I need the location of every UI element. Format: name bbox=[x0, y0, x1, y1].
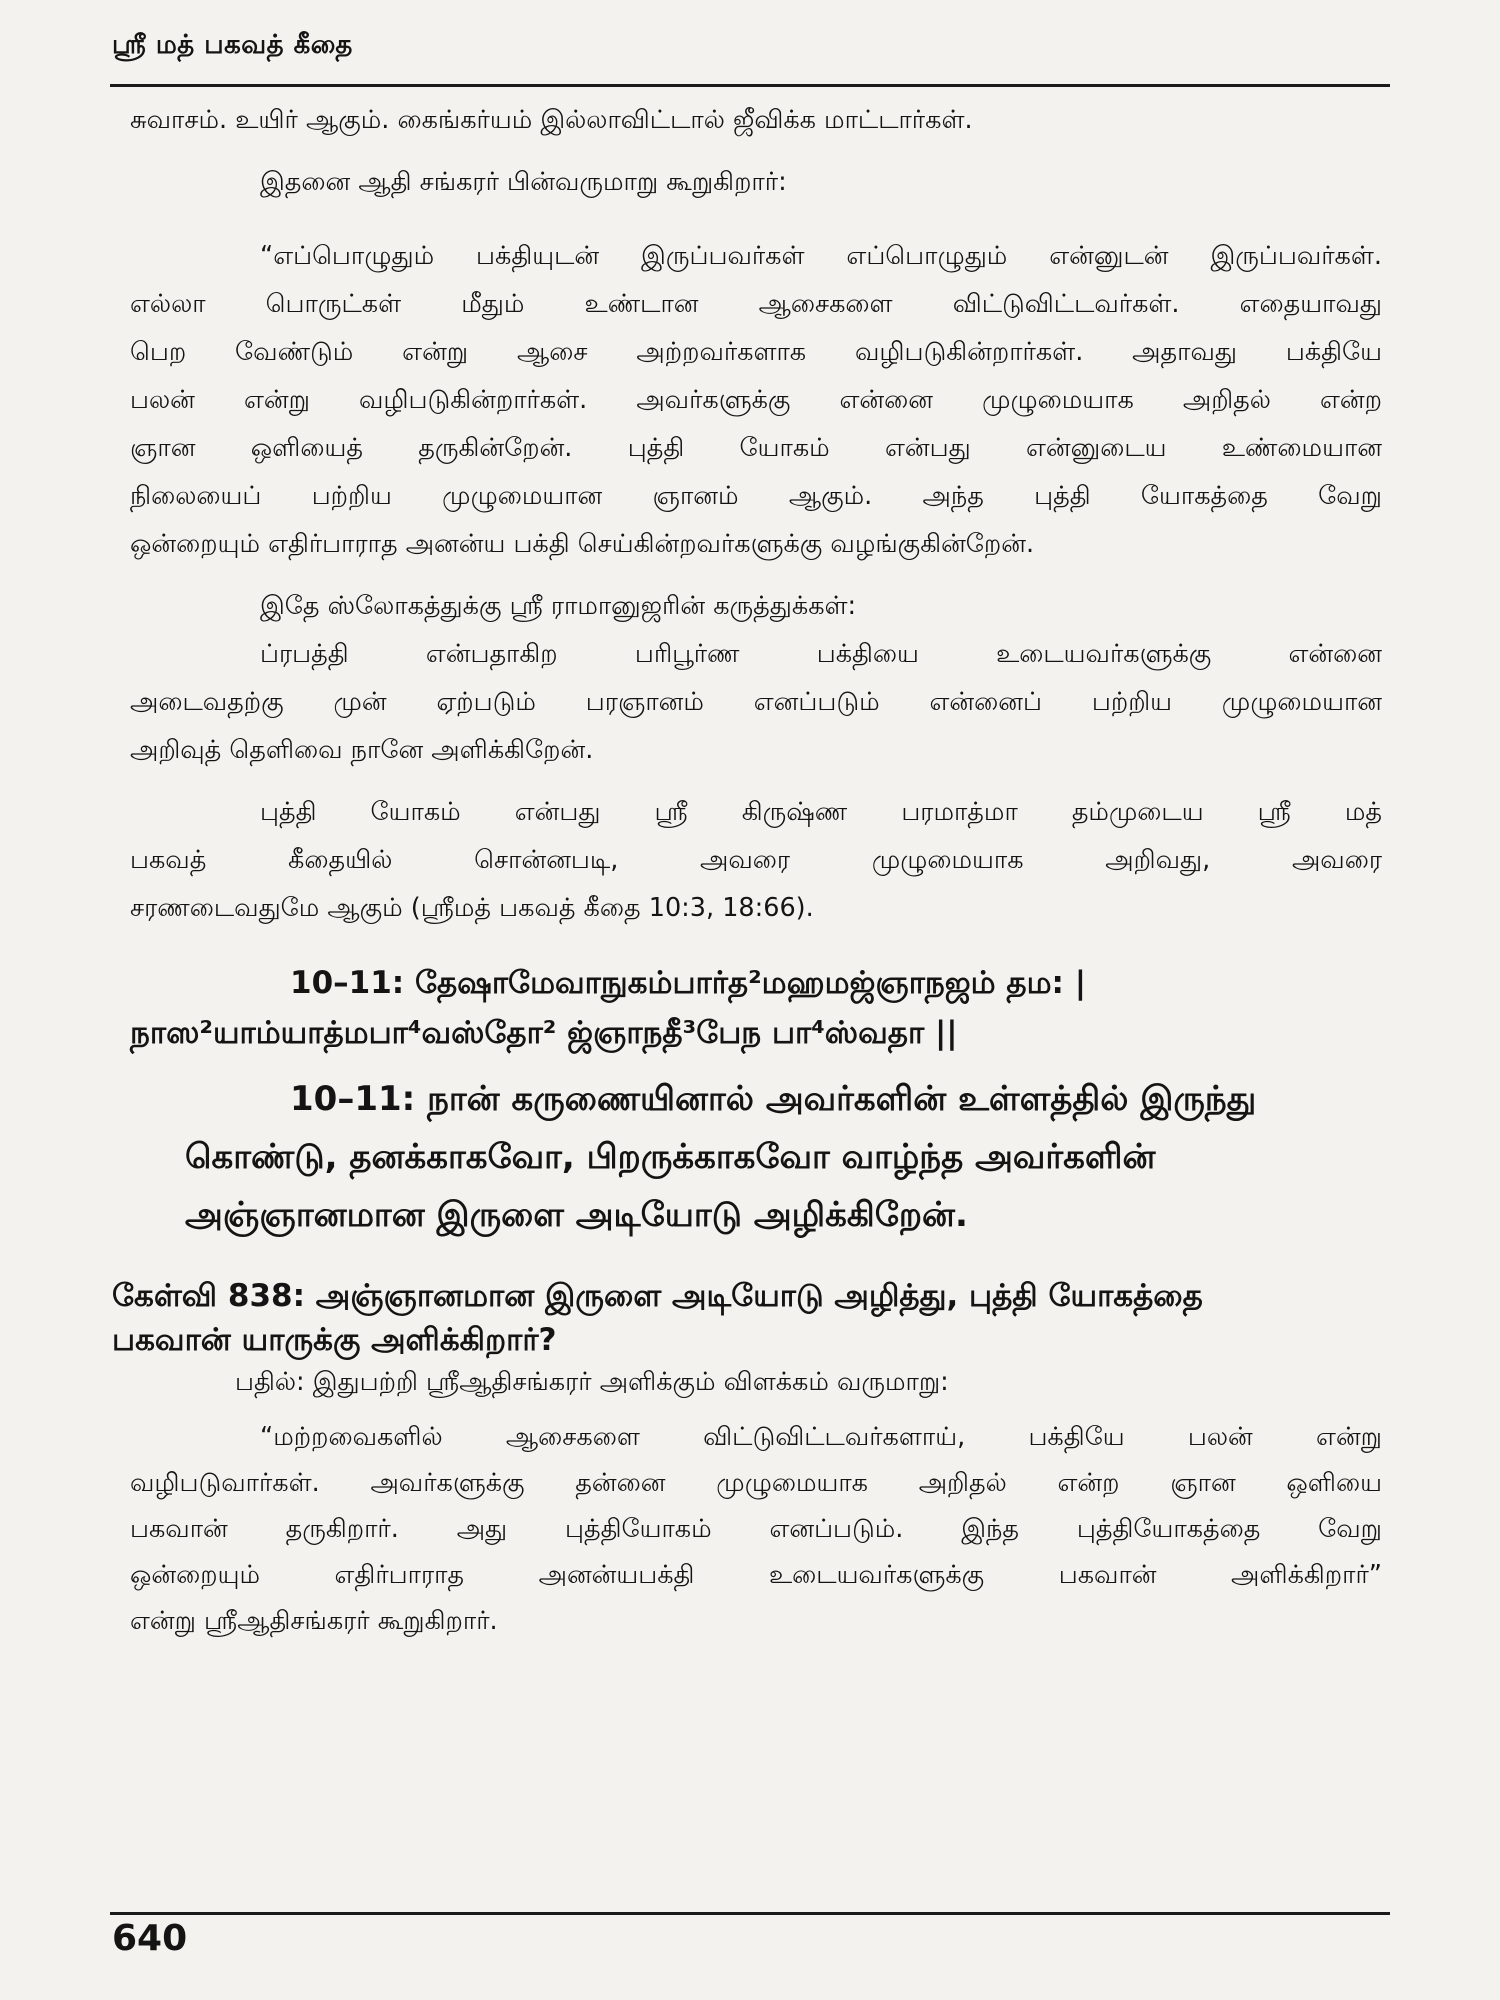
body-line: இதே ஸ்லோகத்துக்கு ஸ்ரீ ராமானுஜரின் கருத்துக்கள்: bbox=[260, 591, 857, 621]
footer-rule bbox=[110, 1912, 1390, 1915]
quote-line: “எப்பொழுதும் பக்தியுடன் இருப்பவர்கள் எப்பொழுதும் என்னுடன் இருப்பவர்கள். bbox=[260, 241, 1382, 271]
sanskrit-verse-line: 10–11: தேஷாமேவாநுகம்பார்த²மஹமஜ்ஞாநஜம் தம: | bbox=[290, 965, 1087, 1001]
body-line: சரணடைவதுமே ஆகும் (ஸ்ரீமத் பகவத் கீதை 10:3, 18:66). bbox=[130, 893, 814, 923]
answer-line: வழிபடுவார்கள். அவர்களுக்கு தன்னை முழுமையாக அறிதல் என்ற ஞான ஒளியை bbox=[130, 1468, 1382, 1498]
verse-translation-line: கொண்டு, தனக்காகவோ, பிறருக்காகவோ வாழ்ந்த அவர்களின் bbox=[185, 1137, 1156, 1177]
answer-line: “மற்றவைகளில் ஆசைகளை விட்டுவிட்டவர்களாய், பக்தியே பலன் என்று bbox=[260, 1422, 1382, 1452]
body-line: பகவத் கீதையில் சொன்னபடி, அவரை முழுமையாக அறிவது, அவரை bbox=[130, 845, 1382, 875]
body-line: அடைவதற்கு முன் ஏற்படும் பரஞானம் எனப்படும் என்னைப் பற்றிய முழுமையான bbox=[130, 687, 1382, 717]
answer-line: பதில்: இதுபற்றி ஸ்ரீஆதிசங்கரர் அளிக்கும் விளக்கம் வருமாறு: bbox=[235, 1367, 949, 1397]
page-number: 640 bbox=[112, 1918, 188, 1959]
quote-line: ஞான ஒளியைத் தருகின்றேன். புத்தி யோகம் என்பது என்னுடைய உண்மையான bbox=[130, 433, 1382, 463]
body-line: புத்தி யோகம் என்பது ஸ்ரீ கிருஷ்ண பரமாத்மா தம்முடைய ஸ்ரீ மத் bbox=[260, 797, 1382, 827]
question-heading: பகவான் யாருக்கு அளிக்கிறார்? bbox=[112, 1322, 557, 1358]
verse-translation-line: 10–11: நான் கருணையினால் அவர்களின் உள்ளத்தில் இருந்து bbox=[290, 1079, 1257, 1119]
running-header-title: ஸ்ரீ மத் பகவத் கீதை bbox=[112, 30, 353, 60]
quote-line: பலன் என்று வழிபடுகின்றார்கள். அவர்களுக்கு என்னை முழுமையாக அறிதல் என்ற bbox=[130, 385, 1382, 415]
quote-line: பெற வேண்டும் என்று ஆசை அற்றவர்களாக வழிபடுகின்றார்கள். அதாவது பக்தியே bbox=[130, 337, 1382, 367]
body-line: சுவாசம். உயிர் ஆகும். கைங்கர்யம் இல்லாவிட்டால் ஜீவிக்க மாட்டார்கள். bbox=[130, 105, 973, 135]
answer-line: ஒன்றையும் எதிர்பாராத அனன்யபக்தி உடையவர்களுக்கு பகவான் அளிக்கிறார்” bbox=[130, 1560, 1382, 1590]
quote-line: ஒன்றையும் எதிர்பாராத அனன்ய பக்தி செய்கின்றவர்களுக்கு வழங்குகின்றேன். bbox=[130, 529, 1035, 559]
answer-line: பகவான் தருகிறார். அது புத்தியோகம் எனப்படும். இந்த புத்தியோகத்தை வேறு bbox=[130, 1514, 1382, 1544]
body-line: அறிவுத் தெளிவை நானே அளிக்கிறேன். bbox=[130, 735, 594, 765]
verse-translation-line: அஞ்ஞானமான இருளை அடியோடு அழிக்கிறேன். bbox=[185, 1195, 968, 1235]
quote-line: எல்லா பொருட்கள் மீதும் உண்டான ஆசைகளை விட்டுவிட்டவர்கள். எதையாவது bbox=[130, 289, 1382, 319]
header-rule bbox=[110, 84, 1390, 87]
question-heading: கேள்வி 838: அஞ்ஞானமான இருளை அடியோடு அழித்து, புத்தி யோகத்தை bbox=[112, 1278, 1203, 1314]
body-line: இதனை ஆதி சங்கரர் பின்வருமாறு கூறுகிறார்: bbox=[260, 167, 787, 197]
quote-line: நிலையைப் பற்றிய முழுமையான ஞானம் ஆகும். அந்த புத்தி யோகத்தை வேறு bbox=[130, 481, 1382, 511]
body-line: ப்ரபத்தி என்பதாகிற பரிபூர்ண பக்தியை உடையவர்களுக்கு என்னை bbox=[260, 639, 1382, 669]
sanskrit-verse-line: நாஸ²யாம்யாத்மபா⁴வஸ்தோ² ஜ்ஞாநதீ³பேந பா⁴ஸ்வதா || bbox=[130, 1015, 958, 1051]
answer-line: என்று ஸ்ரீஆதிசங்கரர் கூறுகிறார். bbox=[130, 1606, 498, 1636]
page-content bbox=[112, 96, 1382, 1644]
